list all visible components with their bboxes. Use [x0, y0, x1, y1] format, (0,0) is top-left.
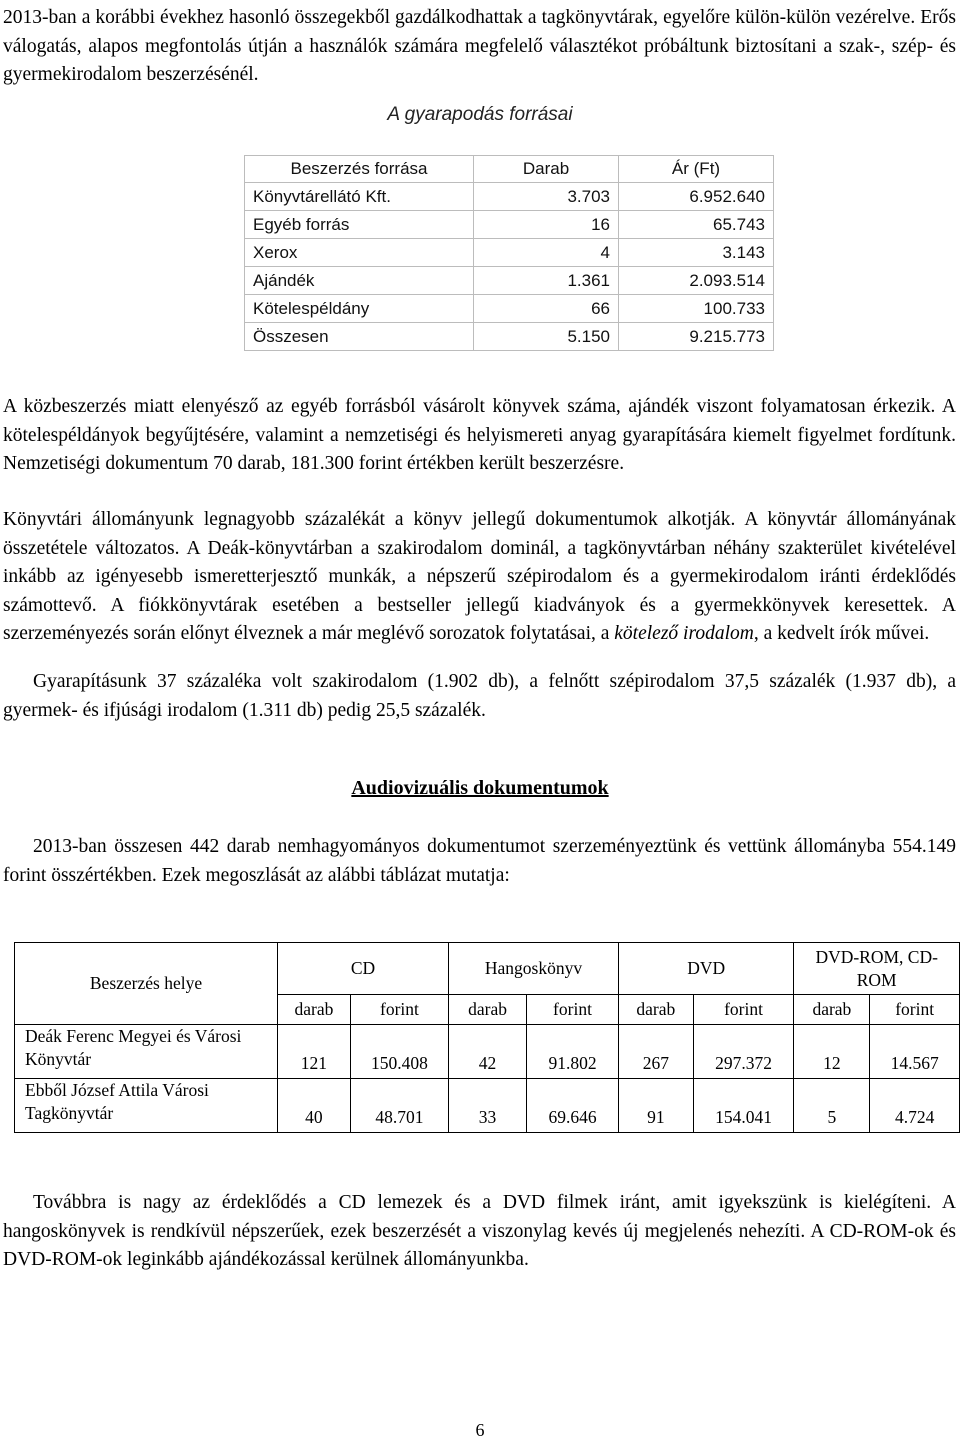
sources-table: [244, 155, 774, 351]
value-cell: 267: [618, 1025, 693, 1079]
intro-paragraph: 2013-ban a korábbi évekhez hasonló összegekből gazdálkodhattak a tagkönyvtárak, egyelőre külön-külön vezérelve. Erős válogatás, alapos megfontolás útján a használók számára megfelelő választékot próbáltunk biztosítani a szak-, szép- és gyermekirodalom beszerzésénél.: [3, 7, 956, 85]
table-row: [15, 1025, 960, 1079]
table-row: [15, 1079, 960, 1133]
source-name: Kötelespéldány: [245, 295, 474, 323]
group-header-cd: CD: [278, 943, 449, 995]
source-name: Összesen: [245, 323, 474, 351]
table-row: [245, 183, 774, 211]
av-table: [14, 942, 960, 1133]
value-cell: 14.567: [870, 1025, 960, 1079]
table1-caption: A gyarapodás forrásai: [387, 104, 573, 125]
source-price: 2.093.514: [619, 267, 774, 295]
col-header-source: Beszerzés forrása: [245, 156, 474, 183]
source-price: 9.215.773: [619, 323, 774, 351]
paragraph-collection: Könyvtári állományunk legnagyobb százalékát a könyv jellegű dokumentumok alkotják. A könyvtár állományának összetétele változatos. A Deák-könyvtárban a szakirodalom dominál, a tagkönyvtárban néhány szakterület kivételével inkább az igényesebb ismeretterjesztő munkák, a népszerű szépirodalom és a gyermekirodalom iránti érdeklődés számottevő. A fiókkönyvtárak esetében a bestseller jellegű kiadványok és a gyermekkönyvek keresettek. A szerzeményezés során előnyt élveznek a már meglévő sorozatok folytatásai, a kötelező irodalom, a kedvelt írók művei.: [3, 509, 956, 644]
table-row: [245, 267, 774, 295]
value-cell: 4.724: [870, 1079, 960, 1133]
value-cell: 40: [278, 1079, 351, 1133]
source-price: 65.743: [619, 211, 774, 239]
source-name: Ajándék: [245, 267, 474, 295]
sub-header-forint: forint: [870, 995, 960, 1025]
group-header-audiobook: Hangoskönyv: [449, 943, 619, 995]
paragraph-procurement: A közbeszerzés miatt elenyésző az egyéb forrásból vásárolt könyvek száma, ajándék viszont folyamatosan érkezik. A kötelespéldányok begyűjtésére, valamint a nemzetiségi és helyismereti anyag gyarapítására kiemelt figyelmet fordítunk. Nemzetiségi dokumentum 70 darab, 181.300 forint értékben került beszerzésre.: [3, 396, 956, 474]
value-cell: 297.372: [693, 1025, 794, 1079]
value-cell: 91.802: [527, 1025, 619, 1079]
section-heading: Audiovizuális dokumentumok: [351, 777, 609, 799]
sub-header-count: darab: [449, 995, 527, 1025]
value-cell: 150.408: [350, 1025, 448, 1079]
corner-header: Beszerzés helye: [15, 943, 278, 1025]
value-cell: 154.041: [693, 1079, 794, 1133]
sub-header-count: darab: [794, 995, 870, 1025]
value-cell: 69.646: [527, 1079, 619, 1133]
paragraph-acquisition-share: Gyarapításunk 37 százaléka volt szakirodalom (1.902 db), a felnőtt szépirodalom 37,5 százalék (1.937 db), a gyermek- és ifjúsági irodalom (1.311 db) pedig 25,5 százalék.: [3, 671, 956, 721]
page-number: 6: [475, 1420, 485, 1440]
source-count: 5.150: [474, 323, 619, 351]
source-price: 100.733: [619, 295, 774, 323]
table-row: [245, 295, 774, 323]
table-row-total: [245, 323, 774, 351]
table-row: [245, 211, 774, 239]
paragraph-av: 2013-ban összesen 442 darab nemhagyományos dokumentumot szerzeményeztünk és vettünk állományba 554.149 forint összértékben. Ezek megoszlását az alábbi táblázat mutatja:: [3, 836, 956, 886]
group-header-dvdrom: DVD-ROM, CD-ROM: [794, 943, 960, 995]
sub-header-forint: forint: [350, 995, 448, 1025]
table-row: [245, 239, 774, 267]
library-name: Deák Ferenc Megyei és Városi Könyvtár: [15, 1025, 278, 1079]
av-table-group-header: [15, 943, 960, 995]
source-count: 3.703: [474, 183, 619, 211]
sub-header-forint: forint: [693, 995, 794, 1025]
value-cell: 91: [618, 1079, 693, 1133]
group-header-dvd: DVD: [618, 943, 793, 995]
source-price: 3.143: [619, 239, 774, 267]
source-name: Egyéb forrás: [245, 211, 474, 239]
sources-table-header: [245, 156, 774, 183]
col-header-count: Darab: [474, 156, 619, 183]
source-count: 66: [474, 295, 619, 323]
source-count: 1.361: [474, 267, 619, 295]
italic-phrase: kötelező irodalom: [614, 623, 754, 644]
value-cell: 48.701: [350, 1079, 448, 1133]
value-cell: 121: [278, 1025, 351, 1079]
source-count: 4: [474, 239, 619, 267]
source-price: 6.952.640: [619, 183, 774, 211]
value-cell: 5: [794, 1079, 870, 1133]
library-name: Ebből József Attila Városi Tagkönyvtár: [15, 1079, 278, 1133]
value-cell: 12: [794, 1025, 870, 1079]
source-name: Xerox: [245, 239, 474, 267]
paragraph-closing: Továbbra is nagy az érdeklődés a CD lemezek és a DVD filmek iránt, amit igyekszünk is kielégíteni. A hangoskönyvek is rendkívül népszerűek, ezek beszerzését a viszonylag kevés új megjelenés nehezíti. A CD-ROM-ok és DVD-ROM-ok leginkább ajándékozással kerülnek állományunkba.: [3, 1192, 956, 1270]
sub-header-count: darab: [278, 995, 351, 1025]
source-name: Könyvtárellátó Kft.: [245, 183, 474, 211]
value-cell: 42: [449, 1025, 527, 1079]
sub-header-forint: forint: [527, 995, 619, 1025]
source-count: 16: [474, 211, 619, 239]
col-header-price: Ár (Ft): [619, 156, 774, 183]
sub-header-count: darab: [618, 995, 693, 1025]
value-cell: 33: [449, 1079, 527, 1133]
